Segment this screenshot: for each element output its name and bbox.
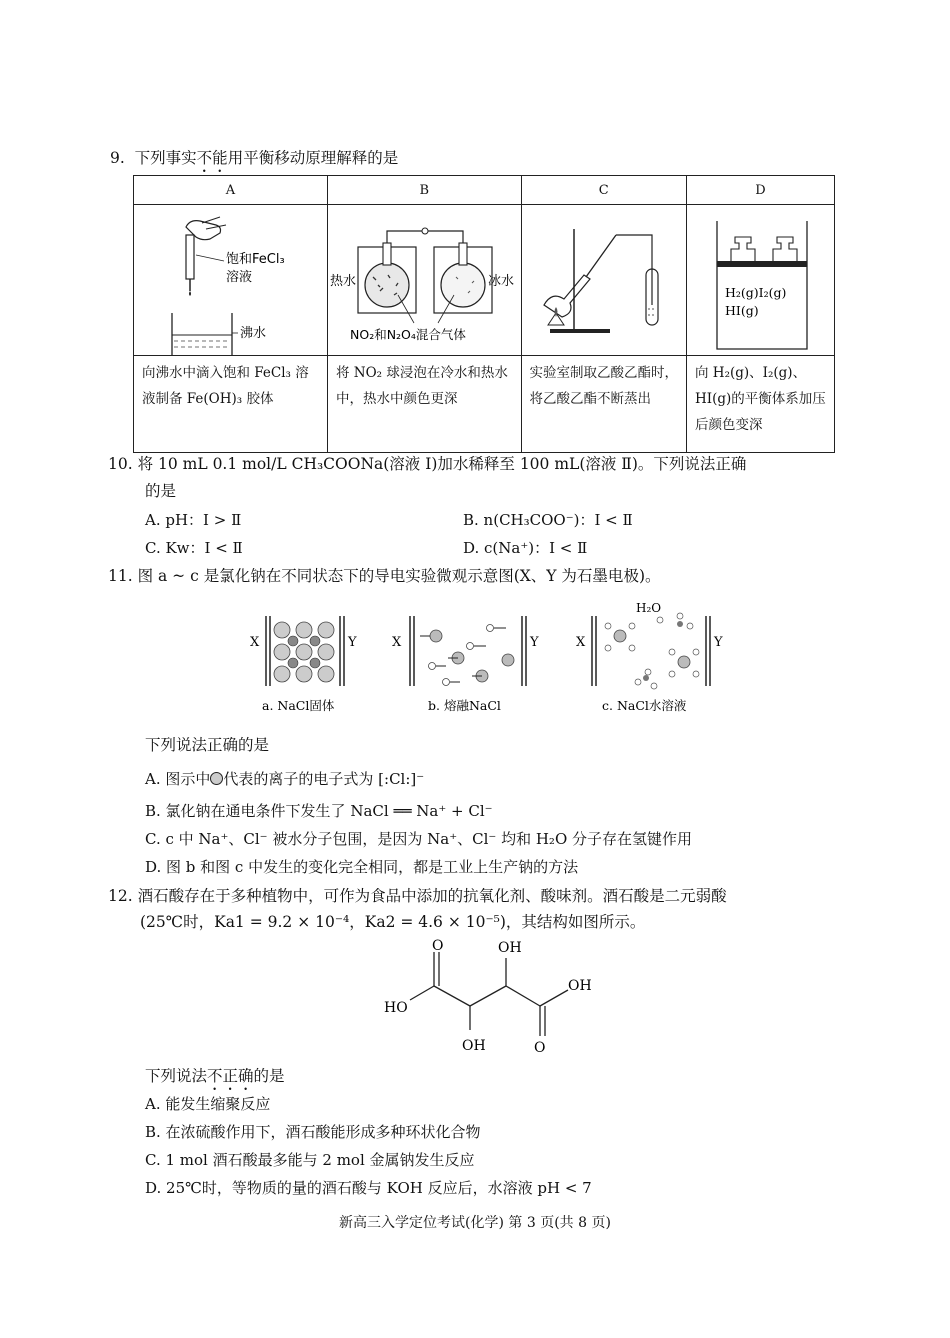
struct-label-oh-bottom: OH — [462, 1038, 486, 1054]
q10-option-d: D. c(Na⁺)：Ⅰ < Ⅱ — [463, 539, 588, 557]
q9-figure-b — [328, 205, 522, 356]
q12-option-b: B. 在浓硫酸作用下，酒石酸能形成多种环状化合物 — [145, 1123, 481, 1141]
q9-table — [133, 175, 835, 453]
q12-option-a: A. 能发生缩聚反应 — [145, 1095, 271, 1113]
q9-figure-d — [687, 205, 835, 356]
nacl-solution-diagram — [576, 601, 723, 689]
q12-stem-line1: 12. 酒石酸存在于多种植物中，可作为食品中添加的抗氧化剂、酸味剂。酒石酸是二元弱酸 — [108, 887, 727, 905]
q9-b-label-cold: 冰水 — [488, 274, 515, 289]
q11-option-c: C. c 中 Na⁺、Cl⁻ 被水分子包围，是因为 Na⁺、Cl⁻ 均和 H₂O 分子存在氢键作用 — [145, 830, 693, 848]
q9-stem: 9. 下列事实不能用平衡移动原理解释的是 — [110, 149, 399, 167]
q11-caption-c: c. NaCl水溶液 — [602, 698, 687, 713]
chloride-ion-icon — [210, 772, 223, 785]
q9-d-label-2: HI(g) — [725, 303, 759, 318]
nacl-solid-diagram — [250, 616, 357, 686]
q11-caption-b: b. 熔融NaCl — [428, 698, 501, 713]
q9-text-a: 向沸水中滴入饱和 FeCl₃ 溶液制备 Fe(OH)₃ 胶体 — [134, 356, 328, 453]
q11-c-water-label: H₂O — [636, 601, 662, 615]
q10-option-a: A. pH：Ⅰ > Ⅱ — [145, 511, 242, 529]
struct-label-ho-left: HO — [384, 1000, 408, 1016]
q9-header-d: D — [687, 176, 835, 205]
q9-text-b: 将 NO₂ 球浸泡在冷水和热水中，热水中颜色更深 — [328, 356, 522, 453]
q9-text-d: 向 H₂(g)、I₂(g)、HI(g)的平衡体系加压后颜色变深 — [687, 356, 835, 453]
struct-label-oh-right: OH — [568, 978, 592, 994]
q11-caption-a: a. NaCl固体 — [262, 698, 335, 713]
q11-figure — [240, 596, 740, 720]
q9-b-label-gas: NO₂和N₂O₄混合气体 — [350, 327, 466, 342]
electron-formula: [:Cl:]⁻ — [378, 770, 425, 788]
q9-b-label-hot: 热水 — [330, 274, 357, 289]
q11-a-electrode-x: X — [250, 635, 260, 650]
q9-a-label-3: 沸水 — [240, 326, 267, 341]
q12-option-d: D. 25℃时，等物质的量的酒石酸与 KOH 反应后，水溶液 pH < 7 — [145, 1179, 592, 1197]
q10-stem-line2: 的是 — [145, 482, 177, 500]
q11-option-a: A. 图示中 代表的离子的电子式为 [:Cl:]⁻ — [145, 770, 425, 788]
q11-option-d: D. 图 b 和图 c 中发生的变化完全相同，都是工业上生产钠的方法 — [145, 858, 579, 876]
q9-a-label-1: 饱和FeCl₃ — [226, 252, 285, 267]
q12-emphasis: 不正确 — [207, 1067, 254, 1085]
q12-prompt: 下列说法不正确的是 — [145, 1067, 285, 1085]
q9-header-a: A — [134, 176, 328, 205]
tartaric-acid-structure — [380, 934, 620, 1058]
page-footer: 新高三入学定位考试(化学) 第 3 页(共 8 页) — [339, 1215, 611, 1231]
q12-stem-line2: (25℃时，Ka1 = 9.2 × 10⁻⁴，Ka2 = 4.6 × 10⁻⁵)，其结构如图所示。 — [140, 913, 646, 931]
q11-prompt: 下列说法正确的是 — [145, 736, 270, 754]
nacl-molten-diagram — [392, 616, 539, 686]
q9-a-label-2: 溶液 — [226, 270, 253, 285]
q12-option-c: C. 1 mol 酒石酸最多能与 2 mol 金属钠发生反应 — [145, 1151, 475, 1169]
q9-figure-c — [521, 205, 687, 356]
q9-figure-a — [134, 205, 328, 356]
q10-option-c: C. Kw：Ⅰ < Ⅱ — [145, 539, 243, 557]
struct-label-o-bottom: O — [534, 1040, 546, 1056]
q9-emphasis: 不能 — [196, 149, 228, 167]
struct-label-oh-top: OH — [498, 940, 522, 956]
q9-header-c: C — [521, 176, 687, 205]
q11-stem: 11. 图 a ~ c 是氯化钠在不同状态下的导电实验微观示意图(X、Y 为石墨电极)。 — [108, 567, 661, 585]
q10-stem-line1: 10. 将 10 mL 0.1 mol/L CH₃COONa(溶液 Ⅰ)加水稀释至 100 mL(溶液 Ⅱ)。下列说法正确 — [108, 455, 747, 473]
q11-b-electrode-y: Y — [530, 635, 539, 650]
q11-c-electrode-y: Y — [714, 635, 723, 650]
q9-header-b: B — [328, 176, 522, 205]
q11-c-electrode-x: X — [576, 635, 586, 650]
q11-b-electrode-x: X — [392, 635, 402, 650]
q11-a-electrode-y: Y — [348, 635, 357, 650]
struct-label-o-top: O — [432, 938, 444, 954]
q9-d-label-1: H₂(g)I₂(g) — [725, 285, 787, 300]
q9-text-c: 实验室制取乙酸乙酯时，将乙酸乙酯不断蒸出 — [521, 356, 687, 453]
q10-option-b: B. n(CH₃COO⁻)：Ⅰ < Ⅱ — [463, 511, 633, 529]
q11-option-b: B. 氯化钠在通电条件下发生了 NaCl ══ Na⁺ + Cl⁻ — [145, 802, 493, 820]
